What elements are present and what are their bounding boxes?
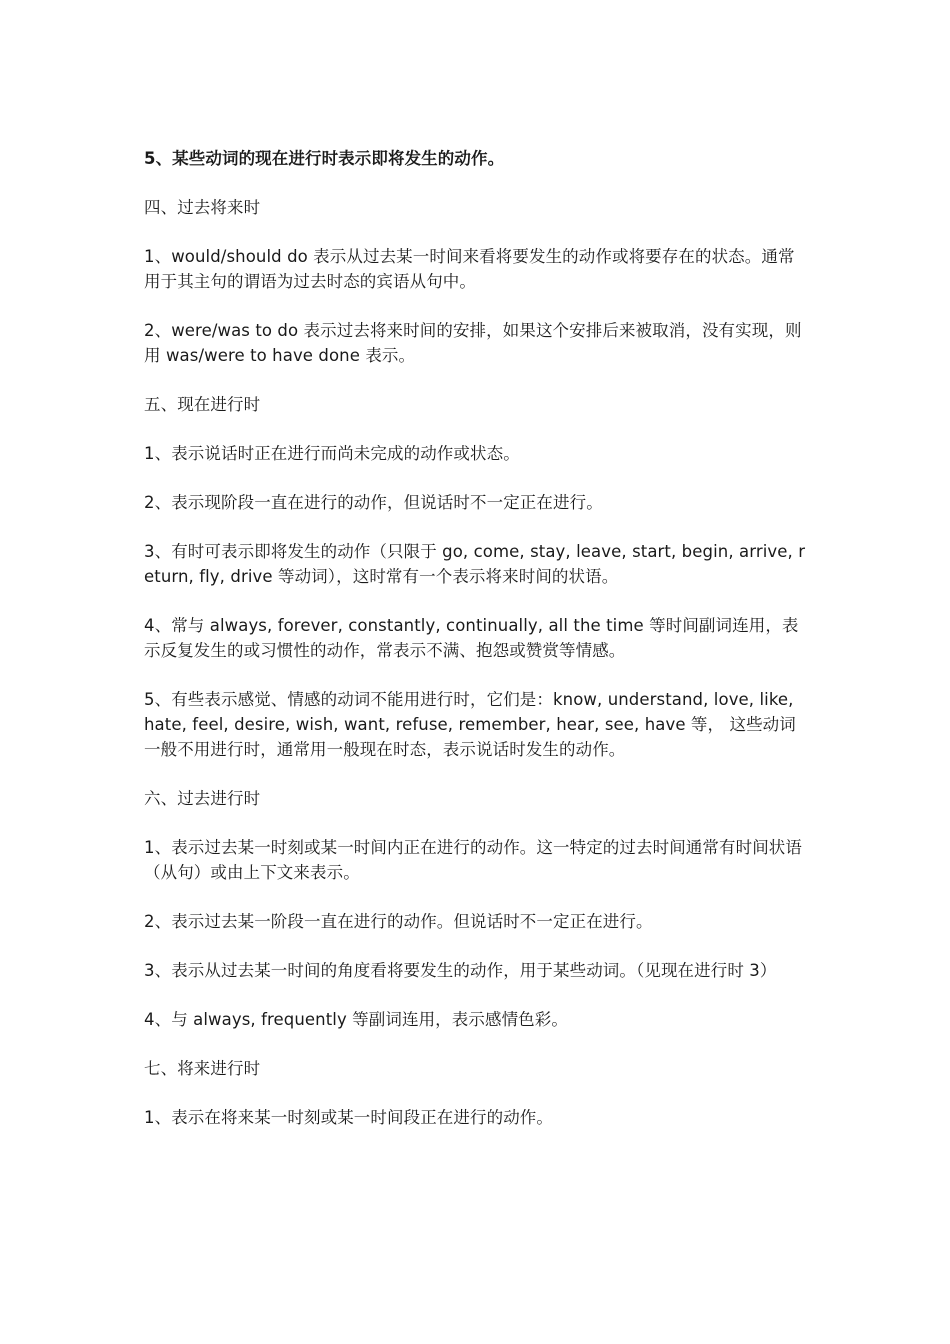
- paragraph: 1、would/should do 表示从过去某一时间来看将要发生的动作或将要存在的状态。通常用于其主句的谓语为过去时态的宾语从句中。: [144, 247, 795, 291]
- section-heading-present-continuous: 五、现在进行时: [144, 395, 261, 414]
- section-heading-future-continuous: 七、将来进行时: [144, 1059, 261, 1078]
- paragraph: 3、表示从过去某一时间的角度看将要发生的动作，用于某些动词。（见现在进行时 3）: [144, 961, 777, 980]
- document-page: [144, 146, 808, 1154]
- paragraph: 2、were/was to do 表示过去将来时间的安排，如果这个安排后来被取消，没有实现，则用 was/were to have done 表示。: [144, 321, 802, 365]
- paragraph: 1、表示过去某一时刻或某一时间内正在进行的动作。这一特定的过去时间通常有时间状语（从句）或由上下文来表示。: [144, 838, 802, 882]
- paragraph-heading-point-5: 5、某些动词的现在进行时表示即将发生的动作。: [144, 149, 505, 168]
- paragraph: 4、常与 always, forever, constantly, continually, all the time 等时间副词连用，表示反复发生的或习惯性的动作，常表示不满、抱怨或赞赏等情感。: [144, 616, 799, 660]
- paragraph: 1、表示在将来某一时刻或某一时间段正在进行的动作。: [144, 1108, 553, 1127]
- paragraph: 3、有时可表示即将发生的动作（只限于 go, come, stay, leave, start, begin, arrive, return, fly, drive 等动词），这时常有一个表示将来时间的状语。: [144, 542, 806, 586]
- paragraph: 4、与 always, frequently 等副词连用，表示感情色彩。: [144, 1010, 568, 1029]
- section-heading-past-future: 四、过去将来时: [144, 198, 261, 217]
- section-heading-past-continuous: 六、过去进行时: [144, 789, 261, 808]
- paragraph: 5、有些表示感觉、情感的动词不能用进行时，它们是：know, understand, love, like, hate, feel, desire, wish, want, refuse, remember, hear, see, have 等， 这些动词一般不用进行时，通常用一般现在时态，表示说话时发生的动作。: [144, 690, 796, 759]
- paragraph: 2、表示现阶段一直在进行的动作，但说话时不一定正在进行。: [144, 493, 603, 512]
- paragraph: 2、表示过去某一阶段一直在进行的动作。但说话时不一定正在进行。: [144, 912, 653, 931]
- paragraph: 1、表示说话时正在进行而尚未完成的动作或状态。: [144, 444, 520, 463]
